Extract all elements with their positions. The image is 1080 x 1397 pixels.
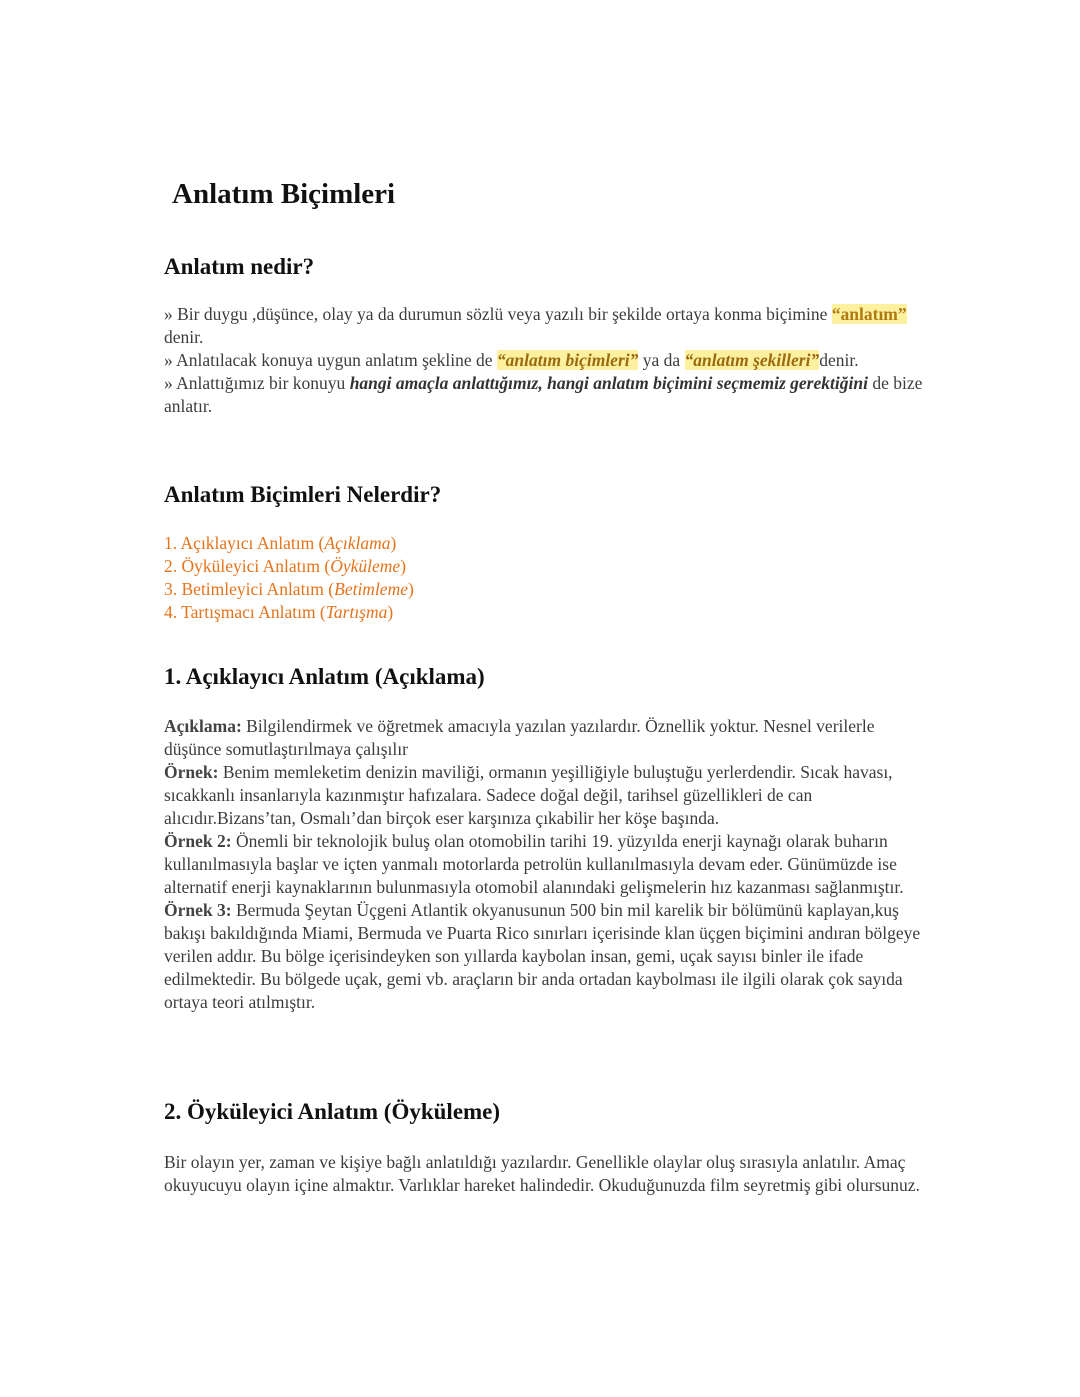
aciklama-paragraphs bbox=[164, 715, 924, 1014]
intro-line-1: » Bir duygu ,düşünce, olay ya da durumun sözlü veya yazılı bir şekilde ortaya konma biçimine “anlatım” denir. bbox=[164, 304, 907, 347]
list-item: 1. Açıklayıcı Anlatım (Açıklama) bbox=[164, 533, 397, 553]
heading-oykuleyici-anlatim: 2. Öyküleyici Anlatım (Öyküleme) bbox=[164, 1099, 501, 1124]
page-title: Anlatım Biçimleri bbox=[172, 178, 396, 210]
heading-anlatim-nedir: Anlatım nedir? bbox=[164, 254, 315, 279]
aciklama-definition: Açıklama: Bilgilendirmek ve öğretmek amacıyla yazılan yazılardır. Öznellik yoktur. Nesnel verilerle düşünce somutlaştırılmaya çalışılır bbox=[164, 716, 875, 759]
emphasis-text: hangi amaçla anlattığımız, hangi anlatım biçimini seçmemiz gerektiğini bbox=[349, 373, 868, 393]
intro-paragraphs bbox=[164, 303, 924, 418]
heading-aciklayici-anlatim: 1. Açıklayıcı Anlatım (Açıklama) bbox=[164, 664, 485, 689]
highlight-anlatim-bicimleri: “anlatım biçimleri” bbox=[496, 350, 639, 370]
highlight-anlatim: “anlatım” bbox=[831, 304, 907, 324]
highlight-anlatim-sekilleri: “anlatım şekilleri” bbox=[684, 350, 820, 370]
list-item: 3. Betimleyici Anlatım (Betimleme) bbox=[164, 579, 414, 599]
intro-line-2: » Anlatılacak konuya uygun anlatım şekline de “anlatım biçimleri” ya da “anlatım şekilleri”denir. bbox=[164, 350, 859, 370]
list-item: 4. Tartışmacı Anlatım (Tartışma) bbox=[164, 602, 394, 622]
ornek-1: Örnek: Benim memleketim denizin maviliği, ormanın yeşilliğiyle buluştuğu yerlerdendir. Sıcak havası, sıcakkanlı insanlarıyla kazınmıştır hafızalara. Sadece doğal değil, tarihsel güzellikleri de can alıcıdır.Bizans’tan, Osmalı’dan birçok eser karşınıza çıkabilir her köşe başında. bbox=[164, 762, 893, 828]
list-item: 2. Öyküleyici Anlatım (Öyküleme) bbox=[164, 556, 407, 576]
heading-anlatim-bicimleri-nelerdir: Anlatım Biçimleri Nelerdir? bbox=[164, 482, 442, 507]
ornek-2: Örnek 2: Önemli bir teknolojik buluş olan otomobilin tarihi 19. yüzyılda enerji kaynağı olarak buharın kullanılmasıyla başlar ve içten yanmalı motorlarda petrolün kullanılmasıyla devam eder. Günümüzde ise alternatif enerji kaynaklarının bulunmasıyla otomobil alanındaki gelişmelerin hız kazanması sağlanmıştır. bbox=[164, 831, 904, 897]
oykuleme-paragraph: Bir olayın yer, zaman ve kişiye bağlı anlatıldığı yazılardır. Genellikle olaylar oluş sırasıyla anlatılır. Amaç okuyucuyu olayın içine almaktır. Varlıklar hareket halindedir. Okuduğunuzda film seyretmiş gibi olursunuz. bbox=[164, 1152, 920, 1195]
intro-line-3: » Anlattığımız bir konuyu hangi amaçla anlattığımız, hangi anlatım biçimini seçmemiz gerektiğini de bize anlatır. bbox=[164, 373, 923, 416]
ornek-3: Örnek 3: Bermuda Şeytan Üçgeni Atlantik okyanusunun 500 bin mil karelik bir bölümünü kaplayan,kuş bakışı bakıldığında Miami, Bermuda ve Puarta Rico sınırları içerisinde klan üçgen biçimini andıran bölgeye verilen addır. Bu bölge içerisindeyken son yıllarda kaybolan insan, gemi, uçak sayısı binler ile ifade edilmektedir. Bu bölgede uçak, gemi vb. araçların bir anda ortadan kaybolması ile ilgili olarak çok sayıda ortaya teori atılmıştır. bbox=[164, 900, 921, 1012]
anlatim-bicimleri-list bbox=[164, 532, 414, 624]
